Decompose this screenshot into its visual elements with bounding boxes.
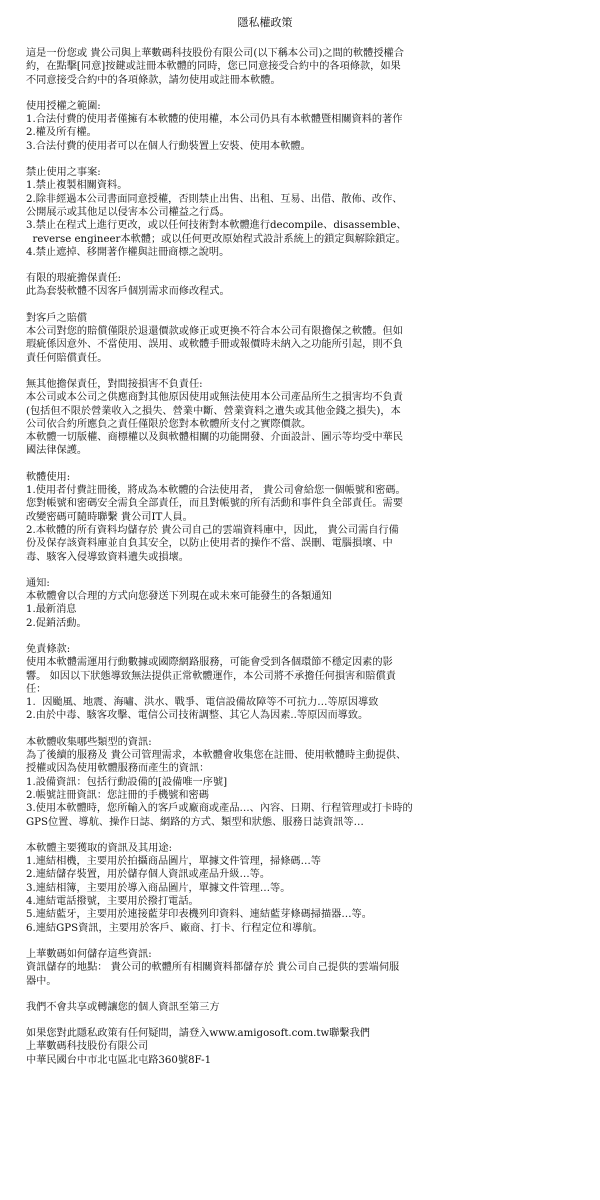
policy-text-line: 1.連結相機，主要用於拍攝商品圖片，單據文件管理，掃條碼…等 <box>26 856 321 868</box>
policy-section <box>26 47 574 87</box>
policy-text-line: 責任何賠償責任。 <box>26 352 108 364</box>
policy-text-line: 響。 如因以下狀態導致無法提供正常軟體運作，本公司將不承擔任何損害和賠償責 <box>26 670 396 682</box>
policy-text-line: 使用授權之範圍: <box>26 100 101 112</box>
policy-text-line: 軟體使用: <box>26 471 71 483</box>
policy-text-line: 對客戶之賠償 <box>26 312 88 324</box>
page-title: 隱私權政策 <box>237 16 293 29</box>
policy-text-line: 使用本軟體需運用行動數據或國際網路服務，可能會受到各個環節不穩定因素的影 <box>26 657 393 669</box>
policy-text-line: 4.禁止遮掉、移開著作權與註冊商標之說明。 <box>26 246 230 258</box>
policy-section <box>26 471 574 564</box>
policy-text-line: 上華數碼如何儲存這些資訊: <box>26 948 152 960</box>
policy-text-line: 1. 因颱風、地震、海嘯、洪水、戰爭、電信設備故障等不可抗力…等原因導致 <box>26 697 379 709</box>
policy-text-line: 中華民國台中市北屯區北屯路360號8F-1 <box>26 1054 212 1066</box>
policy-text-line: 公司依合約所應負之責任僅限於您對本軟體所支付之實際價款。 <box>26 418 312 430</box>
policy-text-line: GPS位置、導航、操作日誌、網路的方式、類型和狀態、服務日誌資訊等… <box>26 816 364 828</box>
policy-section <box>26 100 574 153</box>
policy-text-line: 2.本軟體的所有資料均儲存於 貴公司自己的雲端資料庫中，因此， 貴公司需自行備 <box>26 524 399 536</box>
policy-text-line: 資訊儲存的地點： 貴公司的軟體所有相關資料都儲存於 貴公司自己提供的雲端伺服 <box>26 962 400 974</box>
policy-section <box>26 1027 574 1067</box>
policy-text-line: 2.權及所有權。 <box>26 127 97 139</box>
policy-text-line: 1.使用者付費註冊後，將成為本軟體的合法使用者， 貴公司會給您一個帳號和密碼。 <box>26 485 406 497</box>
policy-section <box>26 842 574 935</box>
policy-text-line: 1.禁止複製相關資料。 <box>26 180 128 192</box>
policy-text-line: 公開展示或其他足以侵害本公司權益之行爲。 <box>26 206 230 218</box>
policy-text-line: 2.除非經過本公司書面同意授權，否則禁止出售、出租、互易、出借、散佈、改作、 <box>26 193 403 205</box>
policy-text-line: 授權或因為使用軟體服務而產生的資訊： <box>26 763 210 775</box>
policy-text-line: 任： <box>26 683 47 695</box>
policy-text-line: 此為套裝軟體不因客戶個別需求而修改程式。 <box>26 286 230 298</box>
policy-text-line: 2.帳號註冊資訊：您註冊的手機號和密碼 <box>26 789 209 801</box>
policy-section <box>26 643 574 723</box>
policy-text-line: 本公司對您的賠償僅限於退還價款或修正或更換不符合本公司有限擔保之軟體。但如 <box>26 326 403 338</box>
policy-section <box>26 272 574 299</box>
policy-text-line: 瑕疵係因意外、不當使用、誤用、或軟體手冊或報價時未納入之功能所引起，則不負 <box>26 339 403 351</box>
policy-text-line: 您對帳號和密碼安全需負全部責任，而且對帳號的所有活動和事件負全部責任。需要 <box>26 498 403 510</box>
policy-text-line: 1.合法付費的使用者僅擁有本軟體的使用權，本公司仍具有本軟體暨相關資料的著作 <box>26 114 403 126</box>
policy-text-line: 約，在點擊[同意]按鍵或註冊本軟體的同時，您已同意接受合約中的各項條款，如果 <box>26 61 401 73</box>
policy-text-line: 本軟體收集哪些類型的資訊: <box>26 736 152 748</box>
policy-text-line: 3.連結相簿，主要用於導入商品圖片，單據文件管理…等。 <box>26 882 291 894</box>
policy-text-line: 禁止使用之事案: <box>26 167 101 179</box>
policy-text-line: 份及保存該資料庫並自負其安全，以防止使用者的操作不當、誤刪、電腦損壞、中 <box>26 538 393 550</box>
policy-text-line: 3.禁止在程式上進行更改，或以任何技術對本軟體進行decompile、disassemble、 <box>26 220 407 232</box>
policy-section <box>26 736 574 829</box>
policy-text-line: 有限的瑕疵擔保責任: <box>26 273 122 285</box>
policy-text-line: (包括但不限於營業收入之損失、營業中斷、營業資料之遺失或其他金錢之損失)，本 <box>26 405 401 417</box>
policy-section <box>26 1001 574 1014</box>
policy-text-line: 國法律保護。 <box>26 445 88 457</box>
policy-text-line: 如果您對此隱私政策有任何疑問，請登入www.amigosoft.com.tw聯繫我們 <box>26 1028 370 1040</box>
policy-text-line: 改變密碼可隨時聯繫 貴公司IT人員。 <box>26 511 193 523</box>
policy-text-line: 本軟體一切版權、商標權以及與軟體相關的功能開發、介面設計、圖示等均受中華民 <box>26 432 403 444</box>
policy-text-line: 為了後續的服務及 貴公司管理需求，本軟體會收集您在註冊、使用軟體時主動提供、 <box>26 750 407 762</box>
policy-text-line: 我們不會共享或轉讓您的個人資訊至第三方 <box>26 1001 220 1013</box>
policy-text-line: 2.連結儲存裝置，用於儲存個人資訊或產品升級…等。 <box>26 869 271 881</box>
policy-text-line: 1.最新消息 <box>26 604 77 616</box>
policy-text-line: 通知: <box>26 577 50 589</box>
policy-text-line: 上華數碼科技股份有限公司 <box>26 1041 149 1053</box>
policy-text-line: 3.使用本軟體時，您所輸入的客戶或廠商或產品…、內容、日期、行程管理或打卡時的 <box>26 803 413 815</box>
policy-text-line: 無其他擔保責任，對間接損害不負責任: <box>26 378 203 390</box>
policy-text-line: 本軟體會以合理的方式向您發送下列現在或未來可能發生的各類通知 <box>26 591 332 603</box>
policy-text-line: 4.連結電話撥號，主要用於撥打電話。 <box>26 896 199 908</box>
policy-text-line: 器中。 <box>26 975 57 987</box>
policy-text-line: 1.設備資訊：包括行動設備的[設備唯一序號] <box>26 776 228 788</box>
policy-text-line: 3.合法付費的使用者可以在個人行動裝置上安裝、使用本軟體。 <box>26 140 311 152</box>
policy-text-line: 2.由於中毒、駭客攻擊、電信公司技術調整、其它人為因素..等原因而導致。 <box>26 710 369 722</box>
policy-text-line: 不同意接受合約中的各項條款，請勿使用或註冊本軟體。 <box>26 74 281 86</box>
policy-text-line: reverse engineer本軟體；或以任何更改原始程式設計系統上的鎖定與解除鎖定。 <box>26 233 406 245</box>
policy-text-line: 毒、駭客入侵導致資料遺失或損壞。 <box>26 551 189 563</box>
policy-text-line: 5.連結藍牙，主要用於連接藍芽印表機列印資料、連結藍芽條碼掃描器…等。 <box>26 909 372 921</box>
policy-section <box>26 577 574 630</box>
policy-section <box>26 378 574 458</box>
policy-text-line: 這是一份您或 貴公司與上華數碼科技股份有限公司(以下稱本公司)之間的軟體授權合 <box>26 48 404 59</box>
policy-text-line: 免責條款: <box>26 643 71 655</box>
policy-text-line: 2.促銷活動。 <box>26 617 87 629</box>
policy-text-line: 本公司或本公司之供應商對其他原因使用或無法使用本公司產品所生之損害均不負責 <box>26 392 403 404</box>
policy-section <box>26 312 574 365</box>
policy-section <box>26 948 574 988</box>
policy-text-line: 本軟體主要獲取的資訊及其用途: <box>26 842 173 854</box>
policy-text-line: 6.連結GPS資訊，主要用於客戶、廠商、打卡、行程定位和導航。 <box>26 922 323 934</box>
policy-section <box>26 166 574 259</box>
policy-content <box>26 47 574 1067</box>
